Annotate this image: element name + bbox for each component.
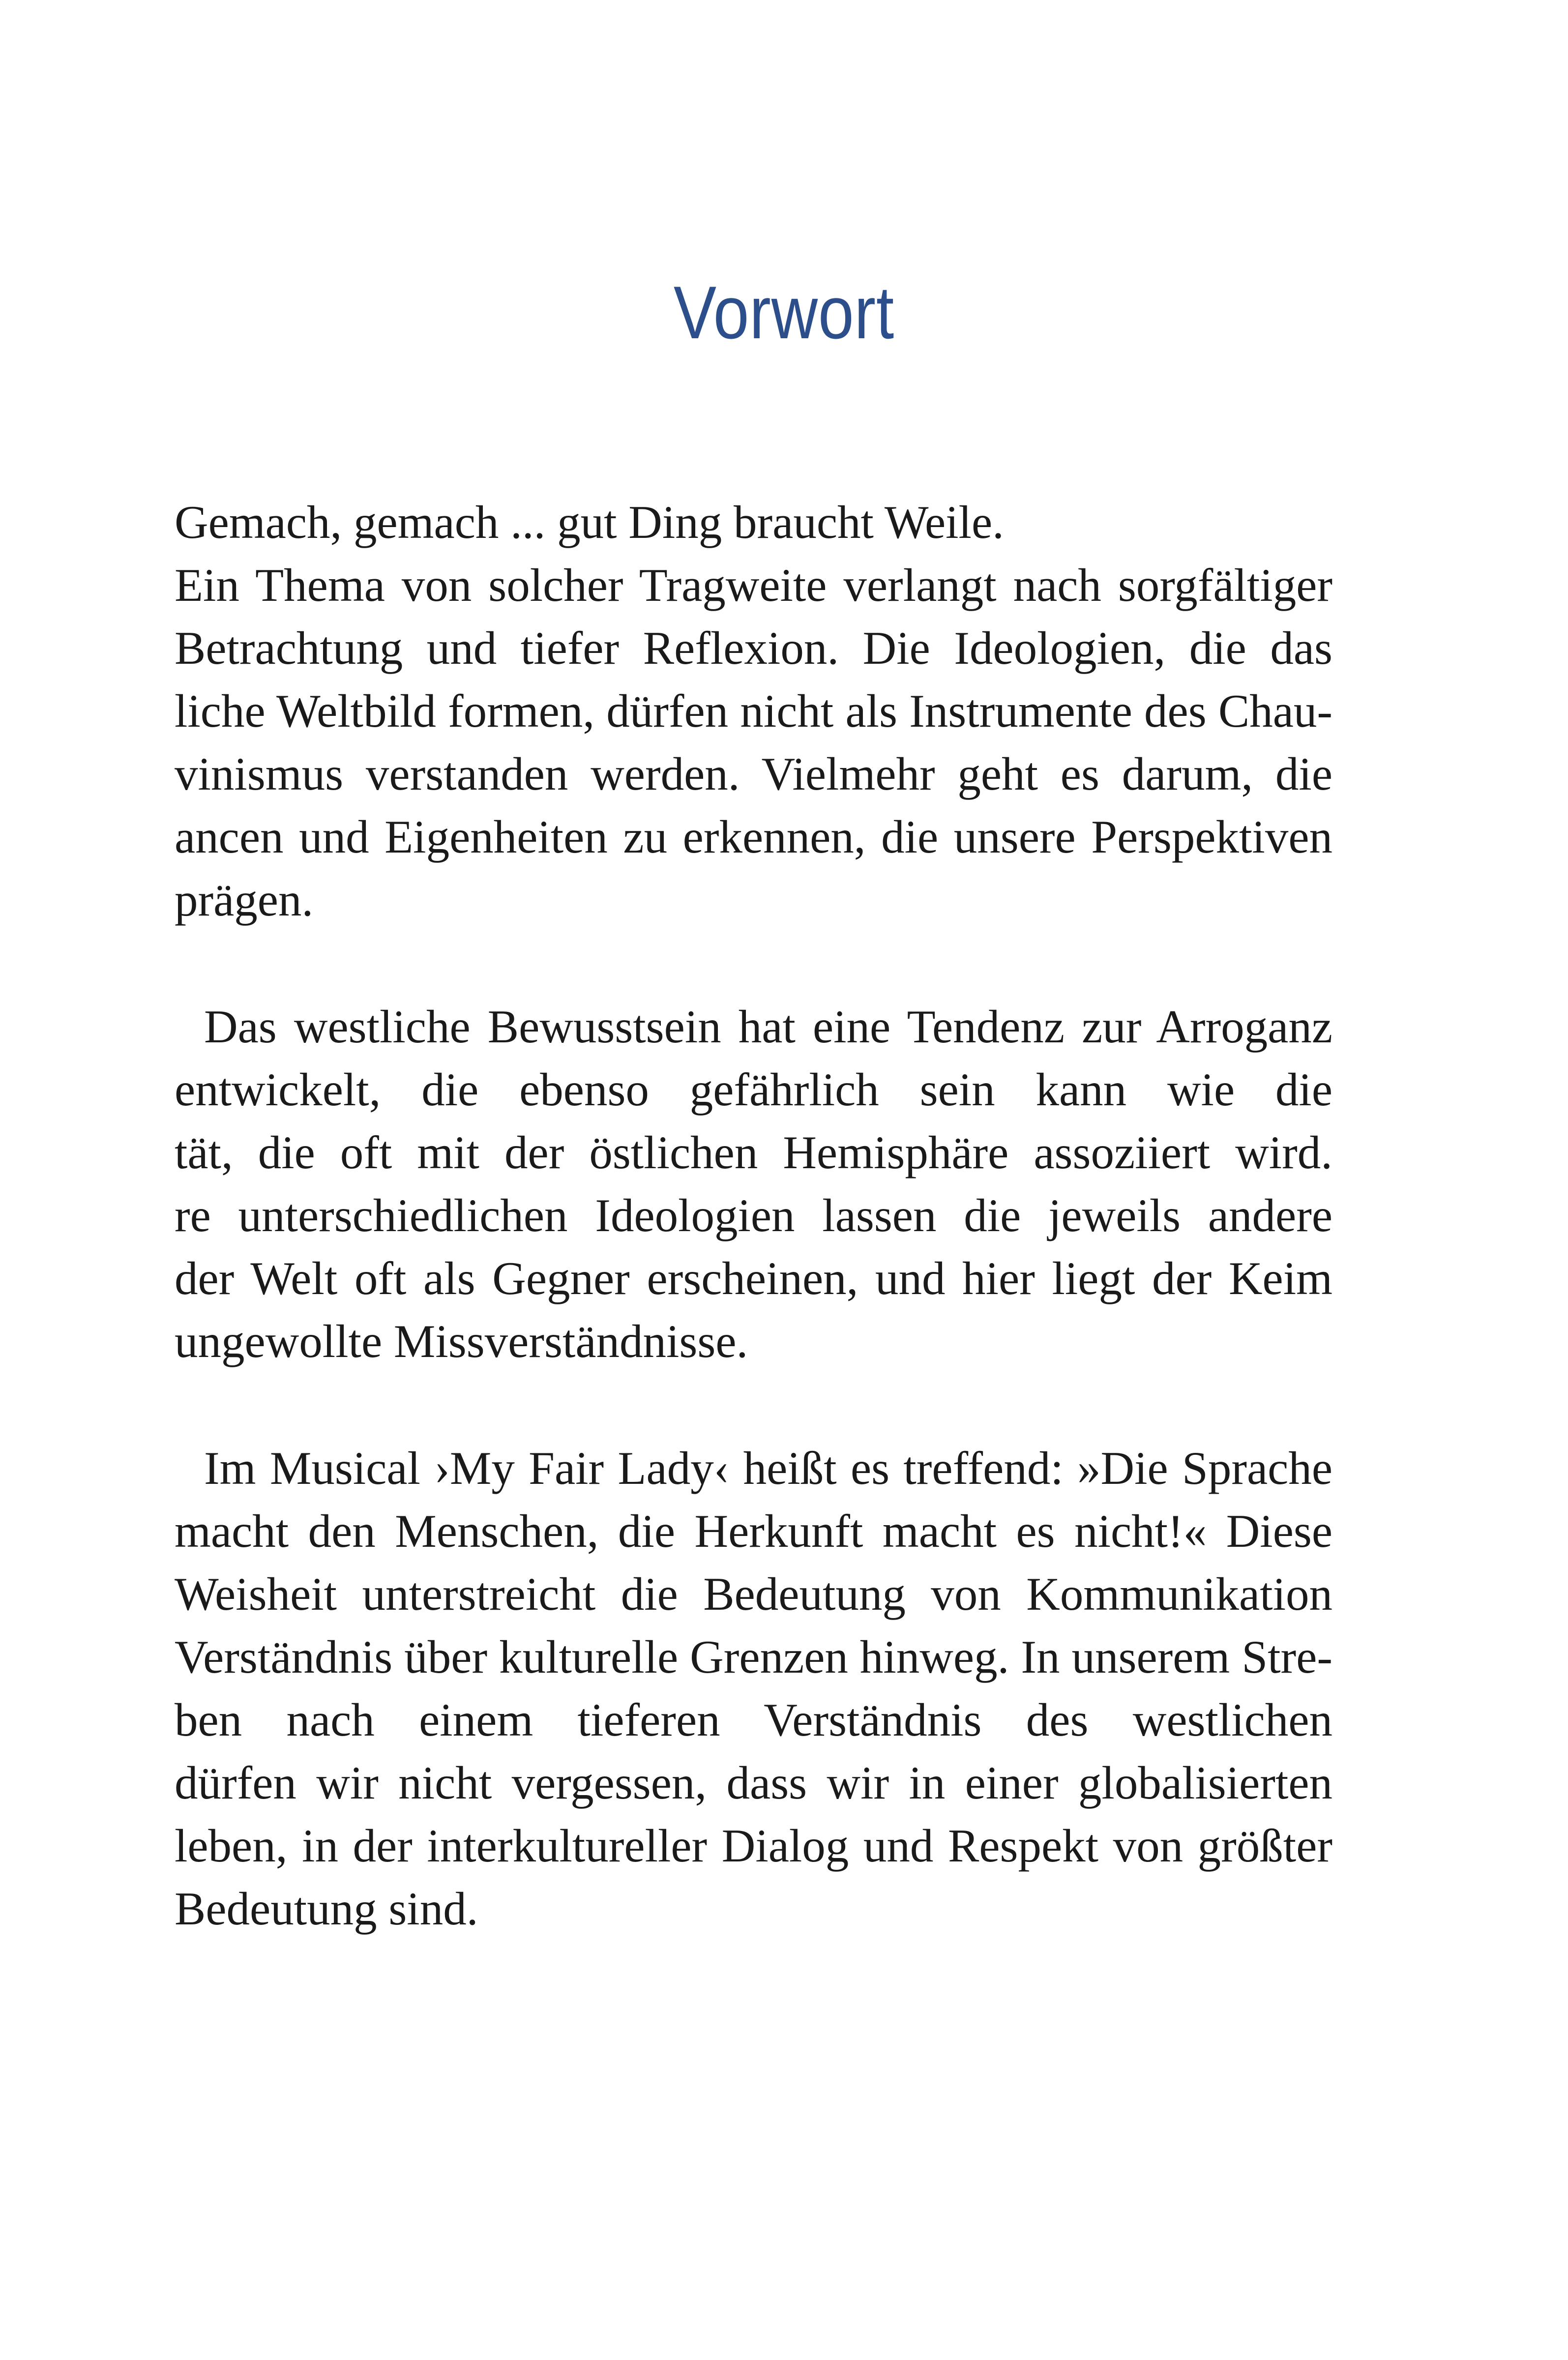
paragraph-2 [175,995,1332,1373]
text-line: dürfen wir nicht vergessen, dass wir in einer globalisierten [175,1757,1332,1809]
text-line: entwickelt, die ebenso gefährlich sein kann wie die [175,1063,1332,1116]
text-line: ungewollte Missverständnisse. [175,1315,748,1367]
paragraph-1 [175,491,1332,931]
text-line: Bedeutung sind. [175,1883,478,1935]
text-line: Ein Thema von solcher Tragweite verlangt nach sorgfältiger [175,559,1332,611]
text-line: der Welt oft als Gegner erscheinen, und hier liegt der Keim [175,1252,1332,1304]
text-line: Das westliche Bewusstsein hat eine Tendenz zur Arroganz [204,1001,1332,1053]
text-line: re unterschiedlichen Ideologien lassen die jeweils andere [175,1189,1332,1241]
page-title: Vorwort [673,271,895,354]
text-line: Im Musical ›My Fair Lady‹ heißt es treffend: »Die Sprache [204,1442,1332,1494]
text-line: liche Weltbild formen, dürfen nicht als Instrumente des Chau- [175,685,1332,737]
text-line: Gemach, gemach ... gut Ding braucht Weile. [175,496,1004,548]
text-line: Weisheit unterstreicht die Bedeutung von Kommunikation [175,1568,1332,1620]
text-line: vinismus verstanden werden. Vielmehr geht es darum, die [175,748,1332,800]
text-line: ancen und Eigenheiten zu erkennen, die unsere Perspektiven [175,811,1332,863]
text-line: leben, in der interkultureller Dialog und Respekt von größter [175,1820,1332,1872]
paragraph-3 [175,1437,1332,1940]
text-line: macht den Menschen, die Herkunft macht es nicht!« Diese [175,1505,1332,1557]
text-line: Verständnis über kulturelle Grenzen hinweg. In unserem Stre- [175,1631,1332,1683]
text-line: tät, die oft mit der östlichen Hemisphäre assoziiert wird. [175,1126,1332,1179]
text-line: ben nach einem tieferen Verständnis des westlichen [175,1694,1332,1746]
text-line: Betrachtung und tiefer Reflexion. Die Ideologien, die das [175,622,1332,674]
text-line: prägen. [175,874,314,926]
